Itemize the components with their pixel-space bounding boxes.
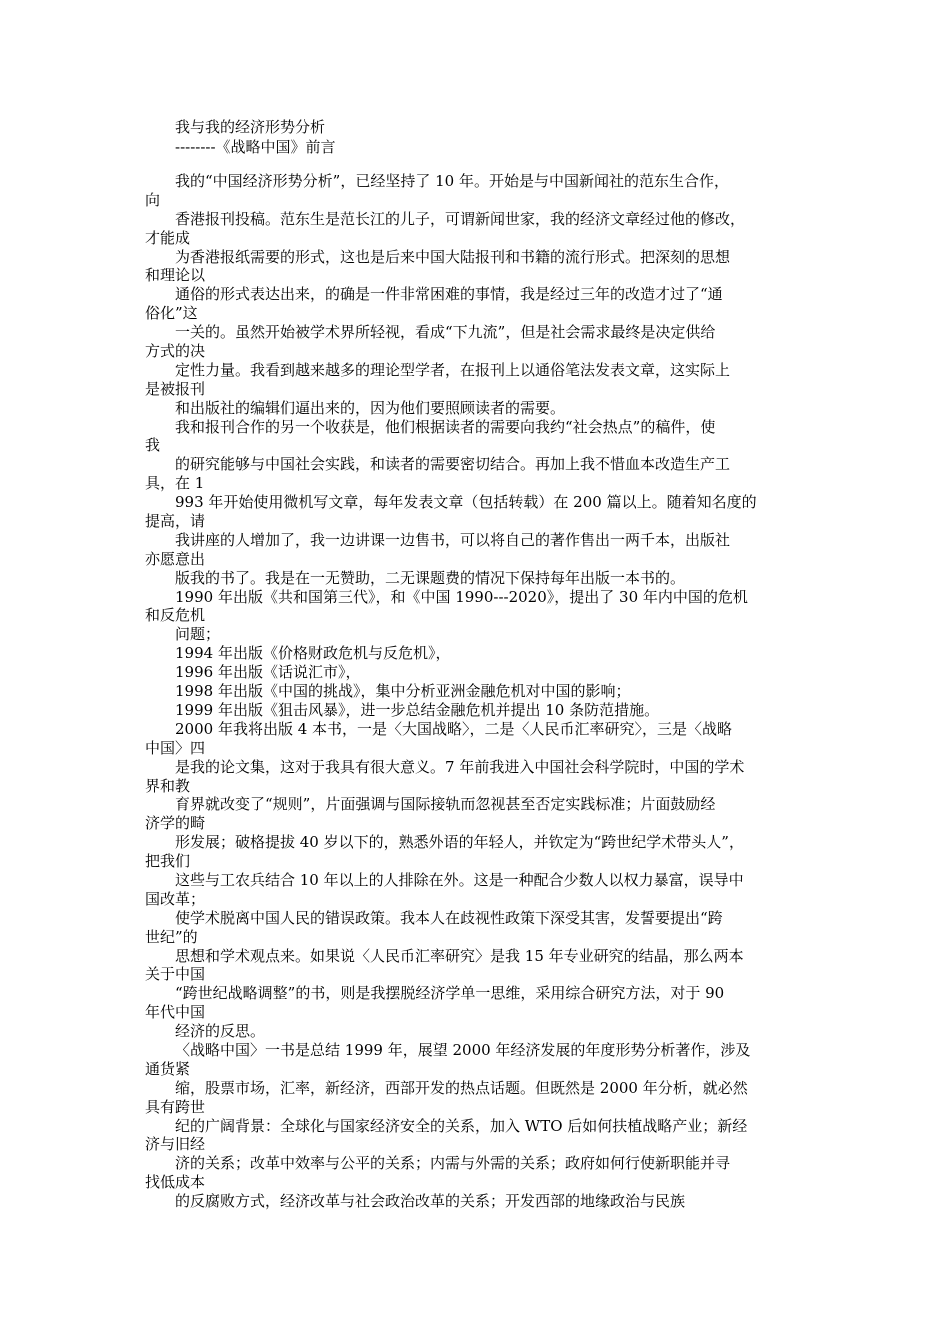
text-line: 国改革； [145,889,206,908]
text-line: 1994 年出版《价格财政危机与反危机》， [175,644,451,663]
text-line: 缩，股票市场，汇率，新经济，西部开发的热点话题。但既然是 2000 年分析，就必然 [175,1078,748,1097]
text-line: 这些与工农兵结合 10 年以上的人排除在外。这是一种配合少数人以权力暴富，误导中 [175,870,744,889]
text-line: 使学术脱离中国人民的错误政策。我本人在歧视性政策下深受其害，发誓要提出“跨 [175,908,723,927]
text-line: 是我的论文集，这对于我具有很大意义。7 年前我进入中国社会科学院时，中国的学术 [175,757,745,776]
text-line: 向 [145,190,161,209]
text-line: 香港报刊投稿。范东生是范长江的儿子，可谓新闻世家，我的经济文章经过他的修改， [175,209,746,228]
text-line: 思想和学术观点来。如果说〈人民币汇率研究〉是我 15 年专业研究的结晶，那么两本 [175,946,744,965]
text-line: 才能成 [145,228,191,247]
text-line: 993 年开始使用微机写文章，每年发表文章（包括转载）在 200 篇以上。随着知名度的 [175,493,757,512]
text-line: 2000 年我将出版 4 本书，一是〈大国战略〉，二是〈人民币汇率研究〉，三是〈战略 [175,719,733,738]
document-subtitle: --------《战略中国》前言 [175,138,336,156]
text-line: 1996 年出版《话说汇市》， [175,663,361,682]
text-line: 济与旧经 [145,1135,206,1154]
text-line: 和反危机 [145,606,206,625]
document-title: 我与我的经济形势分析 [175,118,326,136]
text-line: 提高，请 [145,512,206,531]
text-line: 1998 年出版《中国的挑战》，集中分析亚洲金融危机对中国的影响； [175,682,631,701]
text-line: 我讲座的人增加了，我一边讲课一边售书，可以将自己的著作售出一两千本，出版社 [175,530,731,549]
text-line: 经济的反思。 [175,1022,266,1041]
text-line: 济的关系；改革中效率与公平的关系；内需与外需的关系；政府如何行使新职能并寻 [175,1154,731,1173]
text-line: 为香港报纸需要的形式，这也是后来中国大陆报刊和书籍的流行形式。把深刻的思想 [175,247,731,266]
text-line: 通俗的形式表达出来，的确是一件非常困难的事情，我是经过三年的改造才过了“通 [175,285,723,304]
text-line: 具，在 1 [145,474,205,493]
text-line: 〈战略中国〉一书是总结 1999 年，展望 2000 年经济发展的年度形势分析著作，涉及 [175,1040,751,1059]
text-line: 把我们 [145,852,191,871]
text-line: 界和教 [145,776,191,795]
title-block [175,117,336,157]
text-line: 定性力量。我看到越来越多的理论型学者，在报刊上以通俗笔法发表文章，这实际上 [175,360,731,379]
text-line: 是被报刊 [145,379,206,398]
text-line: 中国〉四 [145,738,206,757]
text-line: 一关的。虽然开始被学术界所轻视，看成“下九流”，但是社会需求最终是决定供给 [175,323,716,342]
document-body [145,172,810,1211]
text-line: 的反腐败方式，经济改革与社会政治改革的关系；开发西部的地缘政治与民族 [175,1192,686,1211]
text-line: 我和报刊合作的另一个收获是，他们根据读者的需要向我约“社会热点”的稿件，使 [175,417,716,436]
text-line: 的研究能够与中国社会实践，和读者的需要密切结合。再加上我不惜血本改造生产工 [175,455,731,474]
text-line: 育界就改变了“规则”，片面强调与国际接轨而忽视甚至否定实践标准；片面鼓励经 [175,795,716,814]
text-line: 俗化”这 [145,304,198,323]
text-line: 世纪”的 [145,927,198,946]
text-line: 关于中国 [145,965,206,984]
text-line: 我 [145,436,161,455]
text-line: 济学的畸 [145,814,206,833]
text-line: 1999 年出版《狙击风暴》，进一步总结金融危机并提出 10 条防范措施。 [175,700,660,719]
text-line: 形发展；破格提拔 40 岁以下的，熟悉外语的年轻人，并钦定为“跨世纪学术带头人”， [175,833,744,852]
text-line: 通货紧 [145,1059,191,1078]
text-line: 和理论以 [145,266,206,285]
text-line: 纪的广阔背景：全球化与国家经济安全的关系，加入 WTO 后如何扶植战略产业；新经 [175,1116,748,1135]
text-line: 问题； [175,625,221,644]
text-line: “跨世纪战略调整”的书，则是我摆脱经济学单一思维，采用综合研究方法，对于 90 [175,984,725,1003]
text-line: 1990 年出版《共和国第三代》，和《中国 1990---2020》，提出了 30 年内中国的危机 [175,587,748,606]
text-line: 和出版社的编辑们逼出来的，因为他们要照顾读者的需要。 [175,398,566,417]
text-line: 亦愿意出 [145,549,206,568]
text-line: 具有跨世 [145,1097,206,1116]
text-line: 找低成本 [145,1173,206,1192]
text-line: 年代中国 [145,1003,206,1022]
text-line: 我的“中国经济形势分析”，已经坚持了 10 年。开始是与中国新闻社的范东生合作， [175,172,729,190]
text-line: 版我的书了。我是在一无赞助，二无课题费的情况下保持每年出版一本书的。 [175,568,686,587]
text-line: 方式的决 [145,342,206,361]
